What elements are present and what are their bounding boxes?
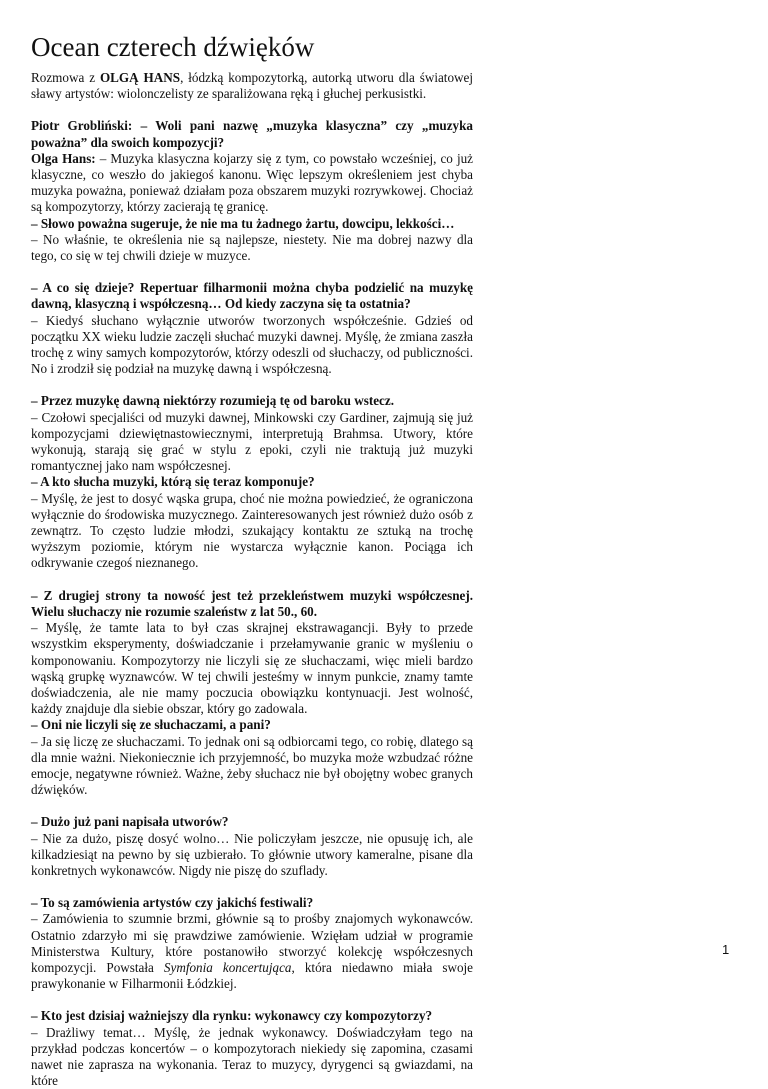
section-gap: [31, 992, 473, 1008]
section-gap: [31, 798, 473, 814]
answer-text: – Myślę, że tamte lata to był czas skrajnej ekstrawagancji. Były to przede wszystkim eksperymenty, doświadczanie i przełamywanie granic w myśleniu o komponowaniu. Kompozytorzy nie liczyli się ze słuchaczami, więc mieli bardzo wąską grupkę wyznawców. W tej chwili jesteśmy w innym punkcie, znamy tamte doświadczenia, ale nie mamy poczucia obowiązku kontynuacji. Jest wolność, każdy znajduje dla siebie obszar, który go zadowala.: [31, 620, 473, 717]
interviewee-name: OLGĄ HANS: [99, 70, 181, 85]
section-gap: [31, 572, 473, 588]
answer-text: – Drażliwy temat… Myślę, że jednak wykonawcy. Doświadczyłam tego na przykład podczas koncertów – o kompozytorach niekiedy się zapomina, czasami nawet nie zaprasza na wykonania. Teraz to muzycy, dyrygenci są gwiazdami, na które: [31, 1024, 473, 1089]
interview-question: [31, 717, 473, 733]
article-body: [31, 70, 473, 1089]
work-title: Symfonia koncertująca: [163, 959, 292, 975]
interview-answer: [31, 410, 473, 475]
question-text: – A kto słucha muzyki, którą się teraz komponuje?: [31, 474, 315, 490]
answer-text: – Myślę, że jest to dosyć wąska grupa, choć nie można powiedzieć, że ograniczona wyłącznie do środowiska muzycznego. Zainteresowanych jest również dużo osób z zewnątrz. To często ludzie młodzi, szukający kontaktu ze sztuką na trochę wyższym poziomie, którym nie wystarcza wyłącznie kanon. Pociąga ich odkrywanie czegoś nieznanego.: [31, 490, 473, 571]
answer-text: – Zamówienia to szumnie brzmi, głównie są to prośby znajomych wykonawców. Ostatnio zdarzyło mi się prawdziwe zamówienie. Wzięłam udział w programie Ministerstwa Kultury, które postanowiło stworzyć kolekcję współczesnych kompozycji. Powstała: [31, 911, 473, 975]
section-gap: [31, 102, 473, 118]
interview-answer: [31, 734, 473, 799]
answer-text: – Muzyka klasyczna kojarzy się z tym, co powstało wcześniej, co już klasyczne, co weszło do jakiegoś kanonu. Więc lepszym określeniem jest chyba muzyka poważna, ponieważ działam poza obszarem muzyki rozrywkowej. Chociaż są kompozytorzy, którzy zacierają tę granicę.: [31, 150, 473, 215]
interview-answer: [31, 151, 473, 216]
question-text: Piotr Grobliński: – Woli pani nazwę „muzyka klasyczna” czy „muzyka poważna” dla swoich kompozycji?: [31, 118, 473, 150]
interview-answer: [31, 620, 473, 717]
answer-text: – Ja się liczę ze słuchaczami. To jednak oni są odbiorcami tego, co robię, dlatego są dla mnie ważni. Niekoniecznie ich przyjemność, bo muzyka może wzbudzać różne emocje, negatywne również. Ważne, żeby słuchacz nie był obojętny wobec granych dźwięków.: [31, 733, 473, 798]
question-text: – Słowo poważna sugeruje, że nie ma tu żadnego żartu, dowcipu, lekkości…: [31, 215, 455, 231]
section-gap: [31, 879, 473, 895]
answer-text: – Kiedyś słuchano wyłącznie utworów tworzonych współcześnie. Gdzieś od początku XX wieku ludzie zaczęli słuchać muzyki dawnej. Myślę, że zmiana zaszła trochę z winy samych kompozytorów, którzy odeszli od słuchaczy, od publiczności. No i zrodził się podział na muzykę dawną i współczesną.: [31, 312, 473, 377]
interview-answer: [31, 1025, 473, 1089]
interview-question: [31, 280, 473, 312]
answer-text: – Czołowi specjaliści od muzyki dawnej, Minkowski czy Gardiner, zajmują się już kompozycjami dziewiętnastowiecznymi, interpretują Brahmsa. Utwory, które wykonują, starają się grać w stylu z epoki, czyli nie traktują już muzyki romantycznej jako nam współczesnej.: [31, 409, 473, 474]
intro-prefix: Rozmowa z: [31, 70, 100, 85]
interview-question: [31, 216, 473, 232]
interview-answer: [31, 491, 473, 572]
section-gap: [31, 377, 473, 393]
document-title: Ocean czterech dźwięków: [31, 32, 315, 62]
question-text: – Przez muzykę dawną niektórzy rozumieją tę od baroku wstecz.: [31, 393, 395, 409]
interview-question: [31, 588, 473, 620]
interview-answer: [31, 911, 473, 992]
interview-answer: [31, 831, 473, 880]
question-text: – Z drugiej strony ta nowość jest też przekleństwem muzyki współczesnej. Wielu słuchaczy nie rozumie szaleństw z lat 50., 60.: [31, 587, 473, 619]
interview-question: [31, 118, 473, 150]
interview-question: [31, 895, 473, 911]
question-text: – To są zamówienia artystów czy jakichś festiwali?: [31, 895, 314, 911]
interview-question: [31, 474, 473, 490]
answer-text: , która niedawno miała swoje prawykonanie w Filharmonii Łódzkiej.: [31, 959, 474, 992]
section-gap: [31, 264, 473, 280]
interview-question: [31, 393, 473, 409]
interview-question: [31, 814, 473, 830]
speaker-label: Olga Hans:: [31, 150, 96, 166]
question-text: – Kto jest dzisiaj ważniejszy dla rynku: wykonawcy czy kompozytorzy?: [31, 1008, 433, 1024]
question-text: – Oni nie liczyli się ze słuchaczami, a pani?: [31, 717, 271, 733]
interview-answer: [31, 232, 473, 264]
intro-paragraph: [31, 70, 473, 102]
interview-question: [31, 1008, 473, 1024]
question-text: – A co się dzieje? Repertuar filharmonii można chyba podzielić na muzykę dawną, klasyczną i współczesną… Od kiedy zaczyna się ta ostatnia?: [31, 280, 473, 312]
page-number: 1: [722, 942, 730, 957]
intro-suffix: , łódzką kompozytorką, autorką utworu dla światowej sławy artystów: wiolonczelisty ze sparaliżowana ręką i głuchej perkusistki.: [31, 70, 473, 102]
answer-text: – Nie za dużo, piszę dosyć wolno… Nie policzyłam jeszcze, nie opusuję ich, ale kilkadziesiąt na pewno by się uzbierało. To głównie utwory kameralne, pisane dla konkretnych wykonawców. Nigdy nie piszę do szuflady.: [31, 830, 473, 878]
interview-answer: [31, 313, 473, 378]
question-text: – Dużo już pani napisała utworów?: [31, 814, 229, 830]
answer-text: – No właśnie, te określenia nie są najlepsze, niestety. Nie ma dobrej nazwy dla tego, co się w tej chwili dzieje w muzyce.: [31, 231, 473, 264]
